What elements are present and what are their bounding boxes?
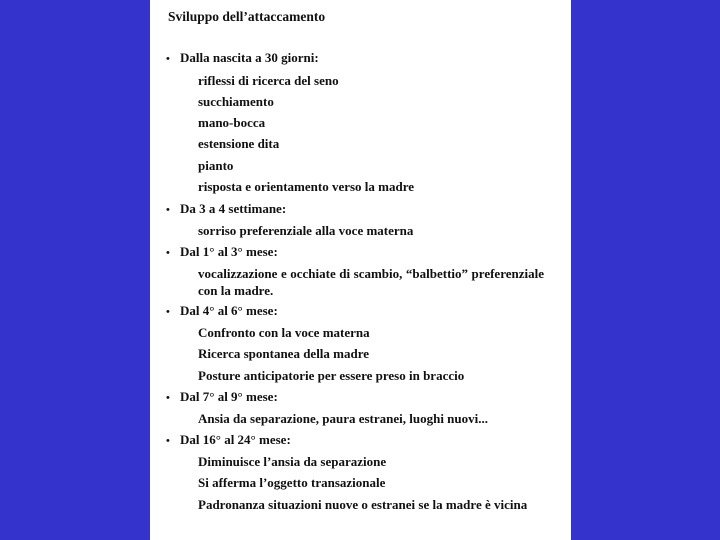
- section-heading-label: Dal 7° al 9° mese:: [180, 389, 278, 404]
- bullet-icon: •: [166, 53, 170, 65]
- section-heading-3-4-weeks: [166, 200, 286, 218]
- section-heading-7-9-months: [166, 388, 278, 406]
- bullet-icon: •: [166, 204, 170, 216]
- document-title: Sviluppo dell’attaccamento: [168, 9, 326, 24]
- section-heading-label: Da 3 a 4 settimane:: [180, 201, 287, 216]
- list-item: estensione dita: [198, 136, 280, 151]
- list-item: Diminuisce l’ansia da separazione: [198, 454, 387, 469]
- bullet-icon: •: [166, 247, 170, 259]
- list-item: riflessi di ricerca del seno: [198, 73, 339, 88]
- list-item: Padronanza situazioni nuove o estranei se la madre è vicina: [198, 497, 528, 512]
- section-heading-label: Dal 16° al 24° mese:: [180, 432, 291, 447]
- list-item: Confronto con la voce materna: [198, 325, 370, 340]
- list-item: sorriso preferenziale alla voce materna: [198, 223, 414, 238]
- section-heading-birth-30-days: [166, 49, 319, 67]
- list-item: Ansia da separazione, paura estranei, luoghi nuovi...: [198, 411, 489, 426]
- section-heading-16-24-months: [166, 431, 291, 449]
- section-heading-label: Dal 4° al 6° mese:: [180, 303, 278, 318]
- list-item: Si afferma l’oggetto transazionale: [198, 475, 386, 490]
- list-item: risposta e orientamento verso la madre: [198, 179, 415, 194]
- list-item: Ricerca spontanea della madre: [198, 346, 370, 361]
- bullet-icon: •: [166, 306, 170, 318]
- section-heading-1-3-months: [166, 243, 278, 261]
- list-item: pianto: [198, 158, 234, 173]
- list-item: mano-bocca: [198, 115, 266, 130]
- list-item: succhiamento: [198, 94, 274, 109]
- bullet-icon: •: [166, 392, 170, 404]
- section-heading-label: Dalla nascita a 30 giorni:: [180, 50, 319, 65]
- document-page: [150, 0, 571, 540]
- section-heading-label: Dal 1° al 3° mese:: [180, 244, 278, 259]
- list-item: vocalizzazione e occhiate di scambio, “balbettio” preferenziale con la madre.: [198, 266, 544, 298]
- list-item: Posture anticipatorie per essere preso in braccio: [198, 368, 465, 383]
- section-heading-4-6-months: [166, 302, 278, 320]
- bullet-icon: •: [166, 435, 170, 447]
